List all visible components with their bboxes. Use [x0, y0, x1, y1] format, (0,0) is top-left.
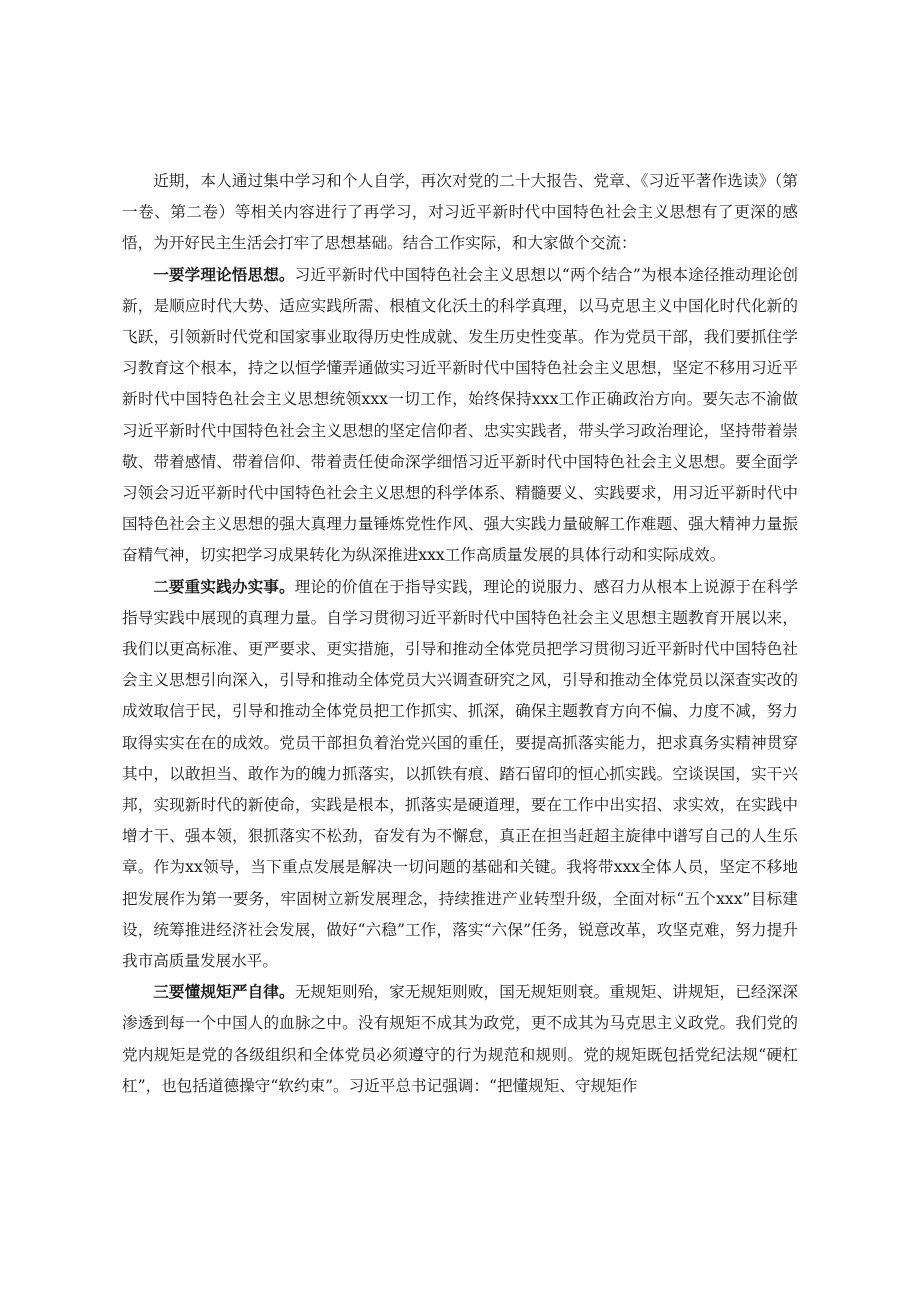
- document-body: [122, 166, 798, 1102]
- paragraph-heading: 三要懂规矩严自律。: [153, 983, 295, 1002]
- paragraph-heading: 二要重实践办实事。: [153, 577, 295, 596]
- paragraph-practice: [122, 572, 798, 978]
- paragraph-intro: [122, 166, 798, 260]
- paragraph-text: 习近平新时代中国特色社会主义思想以“两个结合”为根本途径推动理论创新，是顺应时代大势、适应实践所需、根植文化沃土的科学真理，以马克思主义中国化时代化新的飞跃，引领新时代党和国家事业取得历史性成就、发生历史性变革。作为党员干部，我们要抓住学习教育这个根本，持之以恒学懂弄通做实习近平新时代中国特色社会主义思想，坚定不移用习近平新时代中国特色社会主义思想统领xxx一切工作，始终保持xxx工作正确政治方向。要矢志不渝做习近平新时代中国特色社会主义思想的坚定信仰者、忠实实践者，带头学习政治理论，坚持带着崇敬、带着感情、带着信仰、带着责任使命深学细悟习近平新时代中国特色社会主义思想。要全面学习领会习近平新时代中国特色社会主义思想的科学体系、精髓要义、实践要求，用习近平新时代中国特色社会主义思想的强大真理力量锤炼党性作风、强大实践力量破解工作难题、强大精神力量振奋精气神，切实把学习成果转化为纵深推进xxx工作高质量发展的具体行动和实际成效。: [122, 265, 798, 565]
- paragraph-text: 无规矩则殆，家无规矩则败，国无规矩则衰。重规矩、讲规矩，已经深深渗透到每一个中国人的血脉之中。没有规矩不成其为政党，更不成其为马克思主义政党。我们党的党内规矩是党的各级组织和全体党员必须遵守的行为规范和规则。党的规矩既包括党纪法规“硬杠杠”，也包括道德操守“软约束”。习近平总书记强调：“把懂规矩、守规矩作: [122, 983, 798, 1095]
- paragraph-study-theory: [122, 260, 798, 572]
- paragraph-heading: 一要学理论悟思想。: [153, 265, 295, 284]
- paragraph-discipline: [122, 977, 798, 1102]
- paragraph-text: 近期，本人通过集中学习和个人自学，再次对党的二十大报告、党章、《习近平著作选读》（第一卷、第二卷）等相关内容进行了再学习，对习近平新时代中国特色社会主义思想有了更深的感悟，为开好民主生活会打牢了思想基础。结合工作实际，和大家做个交流：: [122, 172, 798, 253]
- paragraph-text: 理论的价值在于指导实践，理论的说服力、感召力从根本上说源于在科学指导实践中展现的真理力量。自学习贯彻习近平新时代中国特色社会主义思想主题教育开展以来，我们以更高标准、更严要求、更实措施，引导和推动全体党员把学习贯彻习近平新时代中国特色社会主义思想引向深入，引导和推动全体党员大兴调查研究之风，引导和推动全体党员以深查实改的成效取信于民，引导和推动全体党员把工作抓实、抓深，确保主题教育方向不偏、力度不减，努力取得实实在在的成效。党员干部担负着治党兴国的重任，要提高抓落实能力，把求真务实精神贯穿其中，以敢担当、敢作为的魄力抓落实，以抓铁有痕、踏石留印的恒心抓实践。空谈误国，实干兴邦，实现新时代的新使命，实践是根本，抓落实是硬道理，要在工作中出实招、求实效，在实践中增才干、强本领，狠抓落实不松劲，奋发有为不懈怠，真正在担当赶超主旋律中谱写自己的人生乐章。作为xx领导，当下重点发展是解决一切问题的基础和关键。我将带xxx全体人员，坚定不移地把发展作为第一要务，牢固树立新发展理念，持续推进产业转型升级，全面对标“五个xxx”目标建设，统筹推进经济社会发展，做好“六稳”工作，落实“六保”任务，锐意改革，攻坚克难，努力提升我市高质量发展水平。: [122, 577, 798, 971]
